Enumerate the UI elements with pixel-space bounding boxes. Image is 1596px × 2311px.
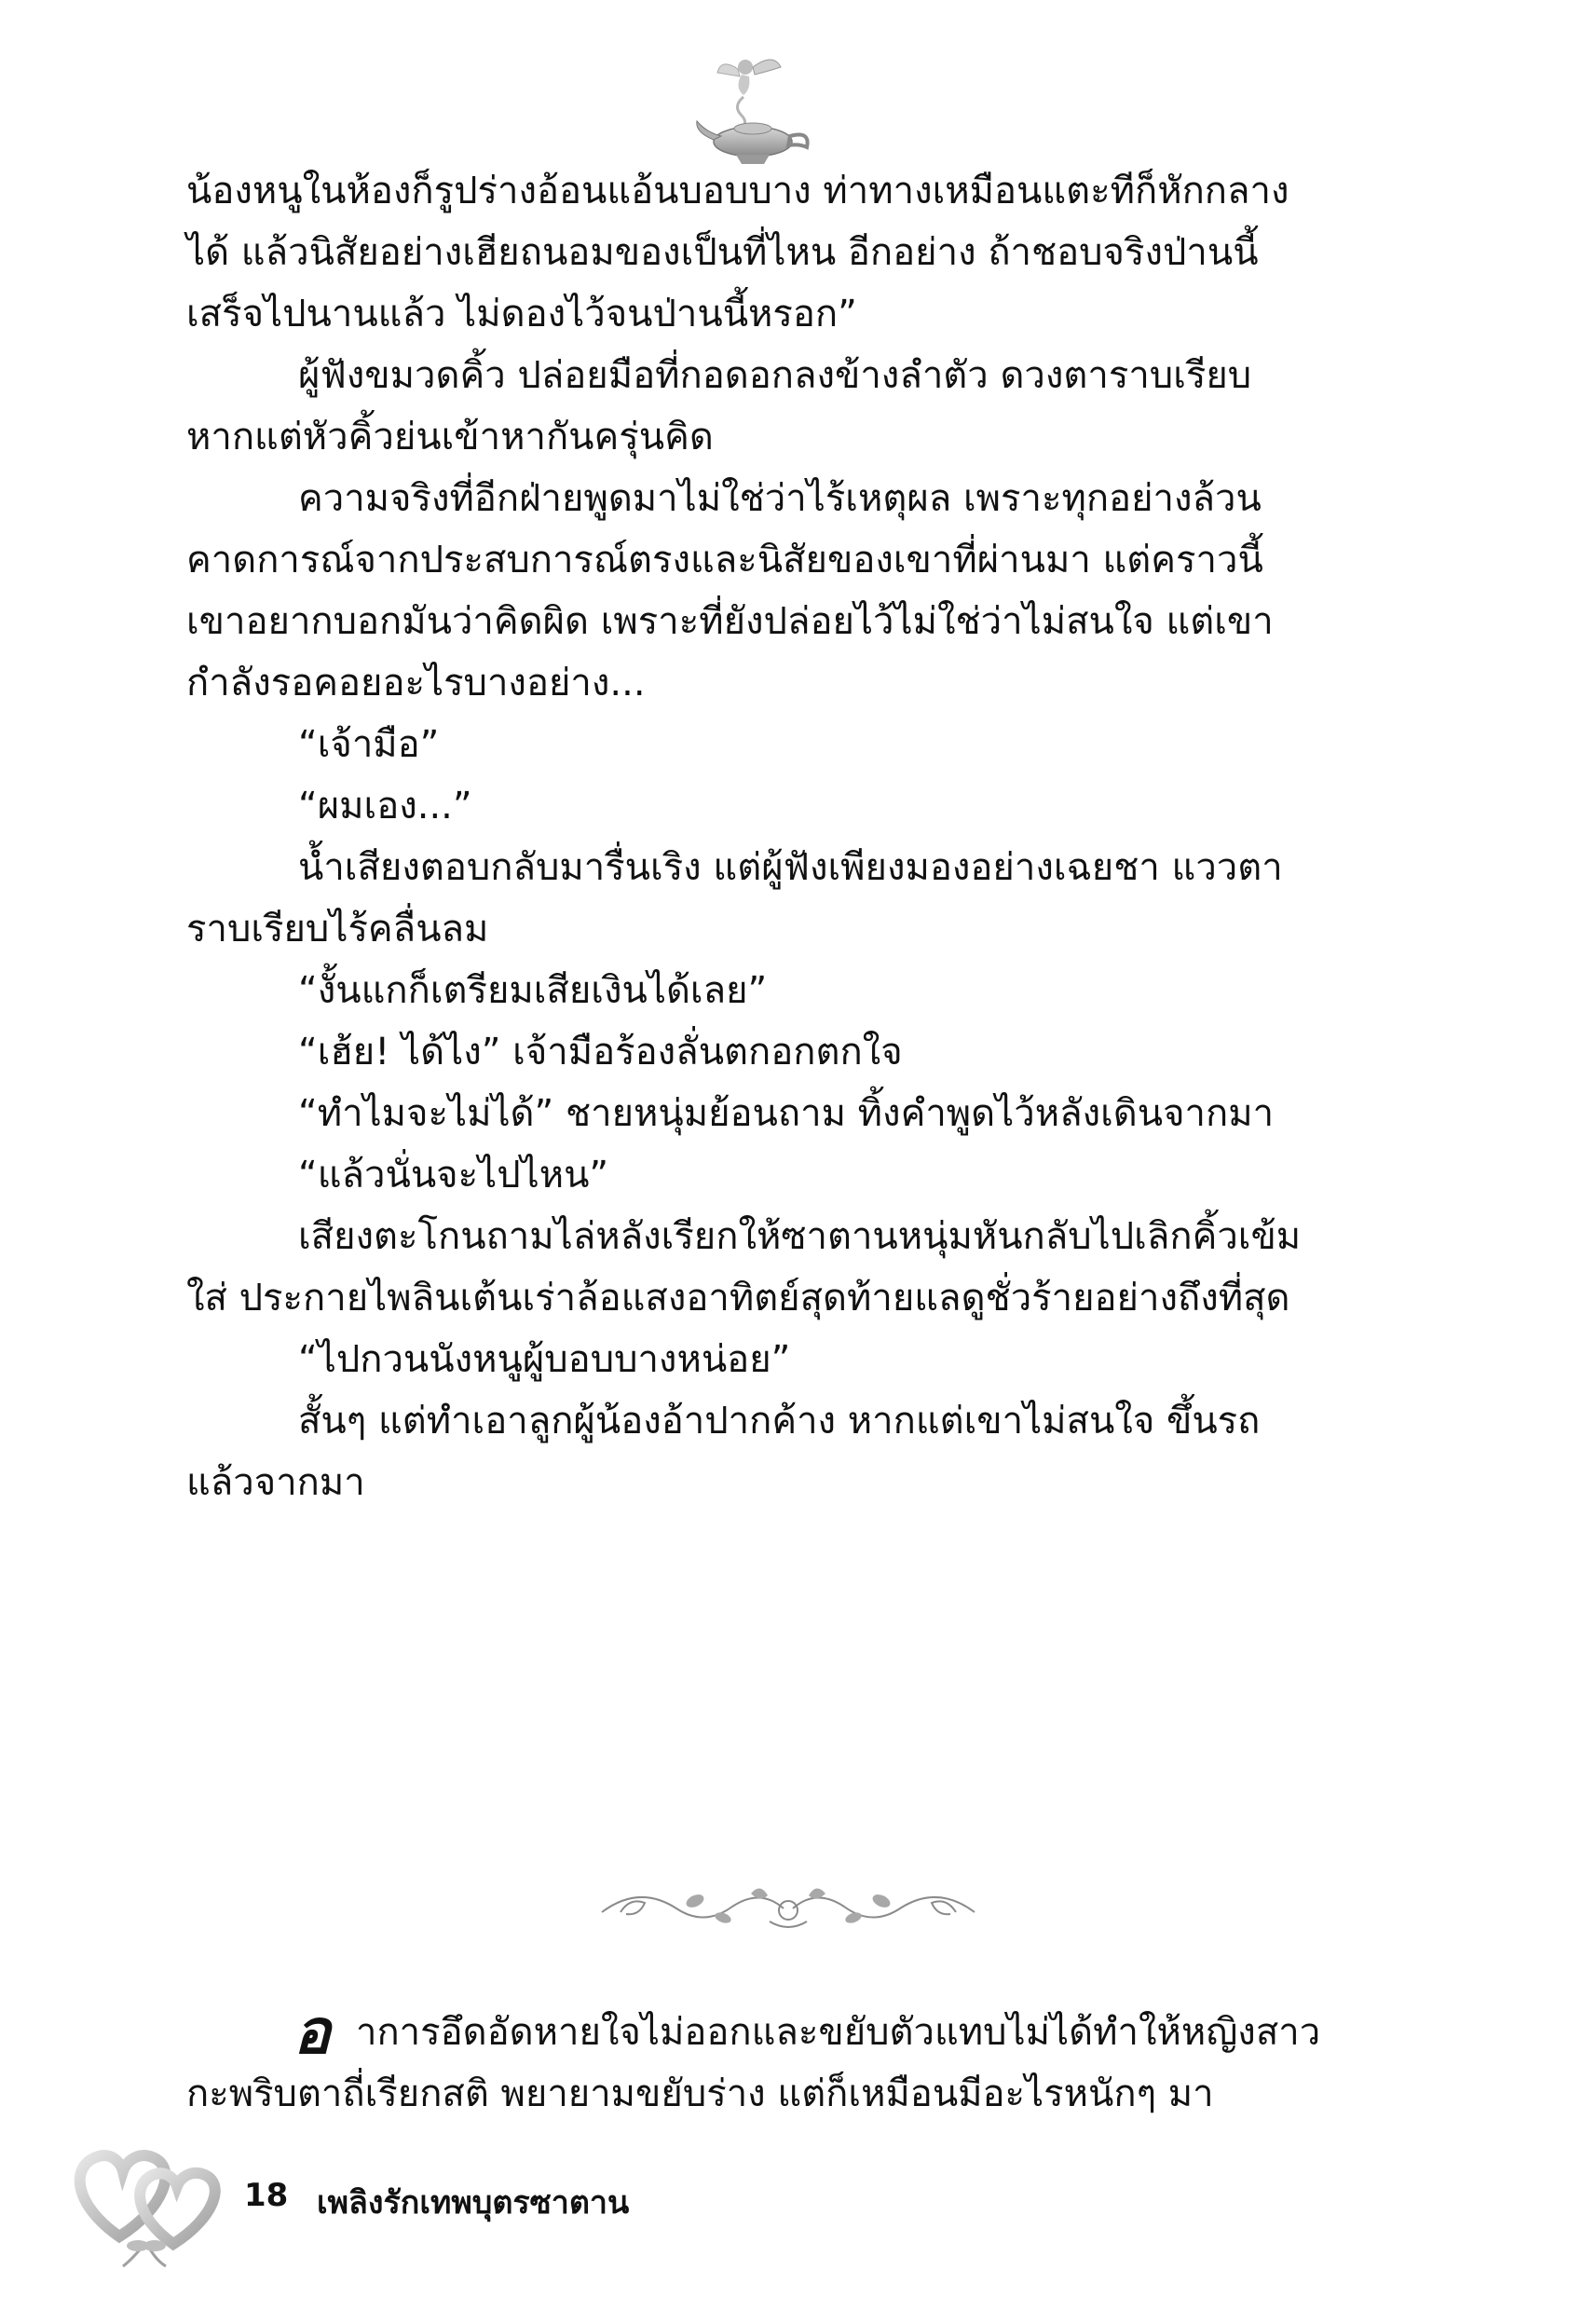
text-line: น้องหนูในห้องก็รูปร่างอ้อนแอ้นบอบบาง ท่าทางเหมือนแตะทีก็หักกลาง xyxy=(186,170,1289,212)
text-line: หากแต่หัวคิ้วย่นเข้าหากันครุ่นคิด xyxy=(186,416,714,458)
text-line: “แล้วนั่นจะไปไหน” xyxy=(298,1154,609,1197)
page-number: 18 xyxy=(244,2177,289,2214)
hearts-icon xyxy=(63,2115,240,2274)
text-line: ความจริงที่อีกฝ่ายพูดมาไม่ใช่ว่าไร้เหตุผล เพราะทุกอย่างล้วน xyxy=(298,477,1262,520)
text-line: แล้วจากมา xyxy=(186,1461,365,1504)
text-line: สั้นๆ แต่ทำเอาลูกผู้น้องอ้าปากค้าง หากแต่เขาไม่สนใจ ขึ้นรถ xyxy=(298,1400,1261,1443)
genie-lamp-icon xyxy=(688,47,818,177)
text-line: น้ำเสียงตอบกลับมารื่นเริง แต่ผู้ฟังเพียงมองอย่างเฉยชา แววตา xyxy=(298,846,1283,889)
text-line: “ไปกวนนังหนูผู้บอบบางหน่อย” xyxy=(298,1338,791,1381)
text-line: เขาอยากบอกมันว่าคิดผิด เพราะที่ยังปล่อยไว้ไม่ใช่ว่าไม่สนใจ แต่เขา xyxy=(186,600,1274,643)
text-line: กะพริบตาถี่เรียกสติ พยายามขยับร่าง แต่ก็เหมือนมีอะไรหนักๆ มา xyxy=(186,2072,1214,2115)
drop-cap: อ xyxy=(293,1995,331,2068)
text-line: “เจ้ามือ” xyxy=(298,723,440,766)
text-line: คาดการณ์จากประสบการณ์ตรงและนิสัยของเขาที่ผ่านมา แต่คราวนี้ xyxy=(186,539,1263,581)
floral-divider-icon xyxy=(583,1875,993,1940)
book-title: เพลิงรักเทพบุตรซาตาน xyxy=(317,2184,630,2222)
text-line: “ทำไมจะไม่ได้” ชายหนุ่มย้อนถาม ทิ้งคำพูดไว้หลังเดินจากมา xyxy=(298,1092,1275,1135)
text-line: “งั้นแกก็เตรียมเสียเงินได้เลย” xyxy=(298,969,768,1012)
text-line: “เฮ้ย! ได้ไง” เจ้ามือร้องลั่นตกอกตกใจ xyxy=(298,1031,903,1073)
text-line: ได้ แล้วนิสัยอย่างเฮียถนอมของเป็นที่ไหน อีกอย่าง ถ้าชอบจริงป่านนี้ xyxy=(186,231,1259,274)
text-line: ผู้ฟังขมวดคิ้ว ปล่อยมือที่กอดอกลงข้างลำตัว ดวงตาราบเรียบ xyxy=(298,354,1252,397)
text-line: ใส่ ประกายไพลินเต้นเร่าล้อแสงอาทิตย์สุดท้ายแลดูชั่วร้ายอย่างถึงที่สุด xyxy=(186,1277,1290,1320)
text-line: ราบเรียบไร้คลื่นลม xyxy=(186,908,489,950)
text-line: กำลังรอคอยอะไรบางอย่าง... xyxy=(186,662,646,704)
text-line: เสร็จไปนานแล้ว ไม่ดองไว้จนป่านนี้หรอก” xyxy=(186,293,857,335)
text-line: “ผมเอง...” xyxy=(298,785,472,827)
text-line: เสียงตะโกนถามไล่หลังเรียกให้ซาตานหนุ่มหันกลับไปเลิกคิ้วเข้ม xyxy=(298,1215,1302,1258)
text-line: าการอึดอัดหายใจไม่ออกและขยับตัวแทบไม่ได้ทำให้หญิงสาว xyxy=(356,2011,1321,2054)
